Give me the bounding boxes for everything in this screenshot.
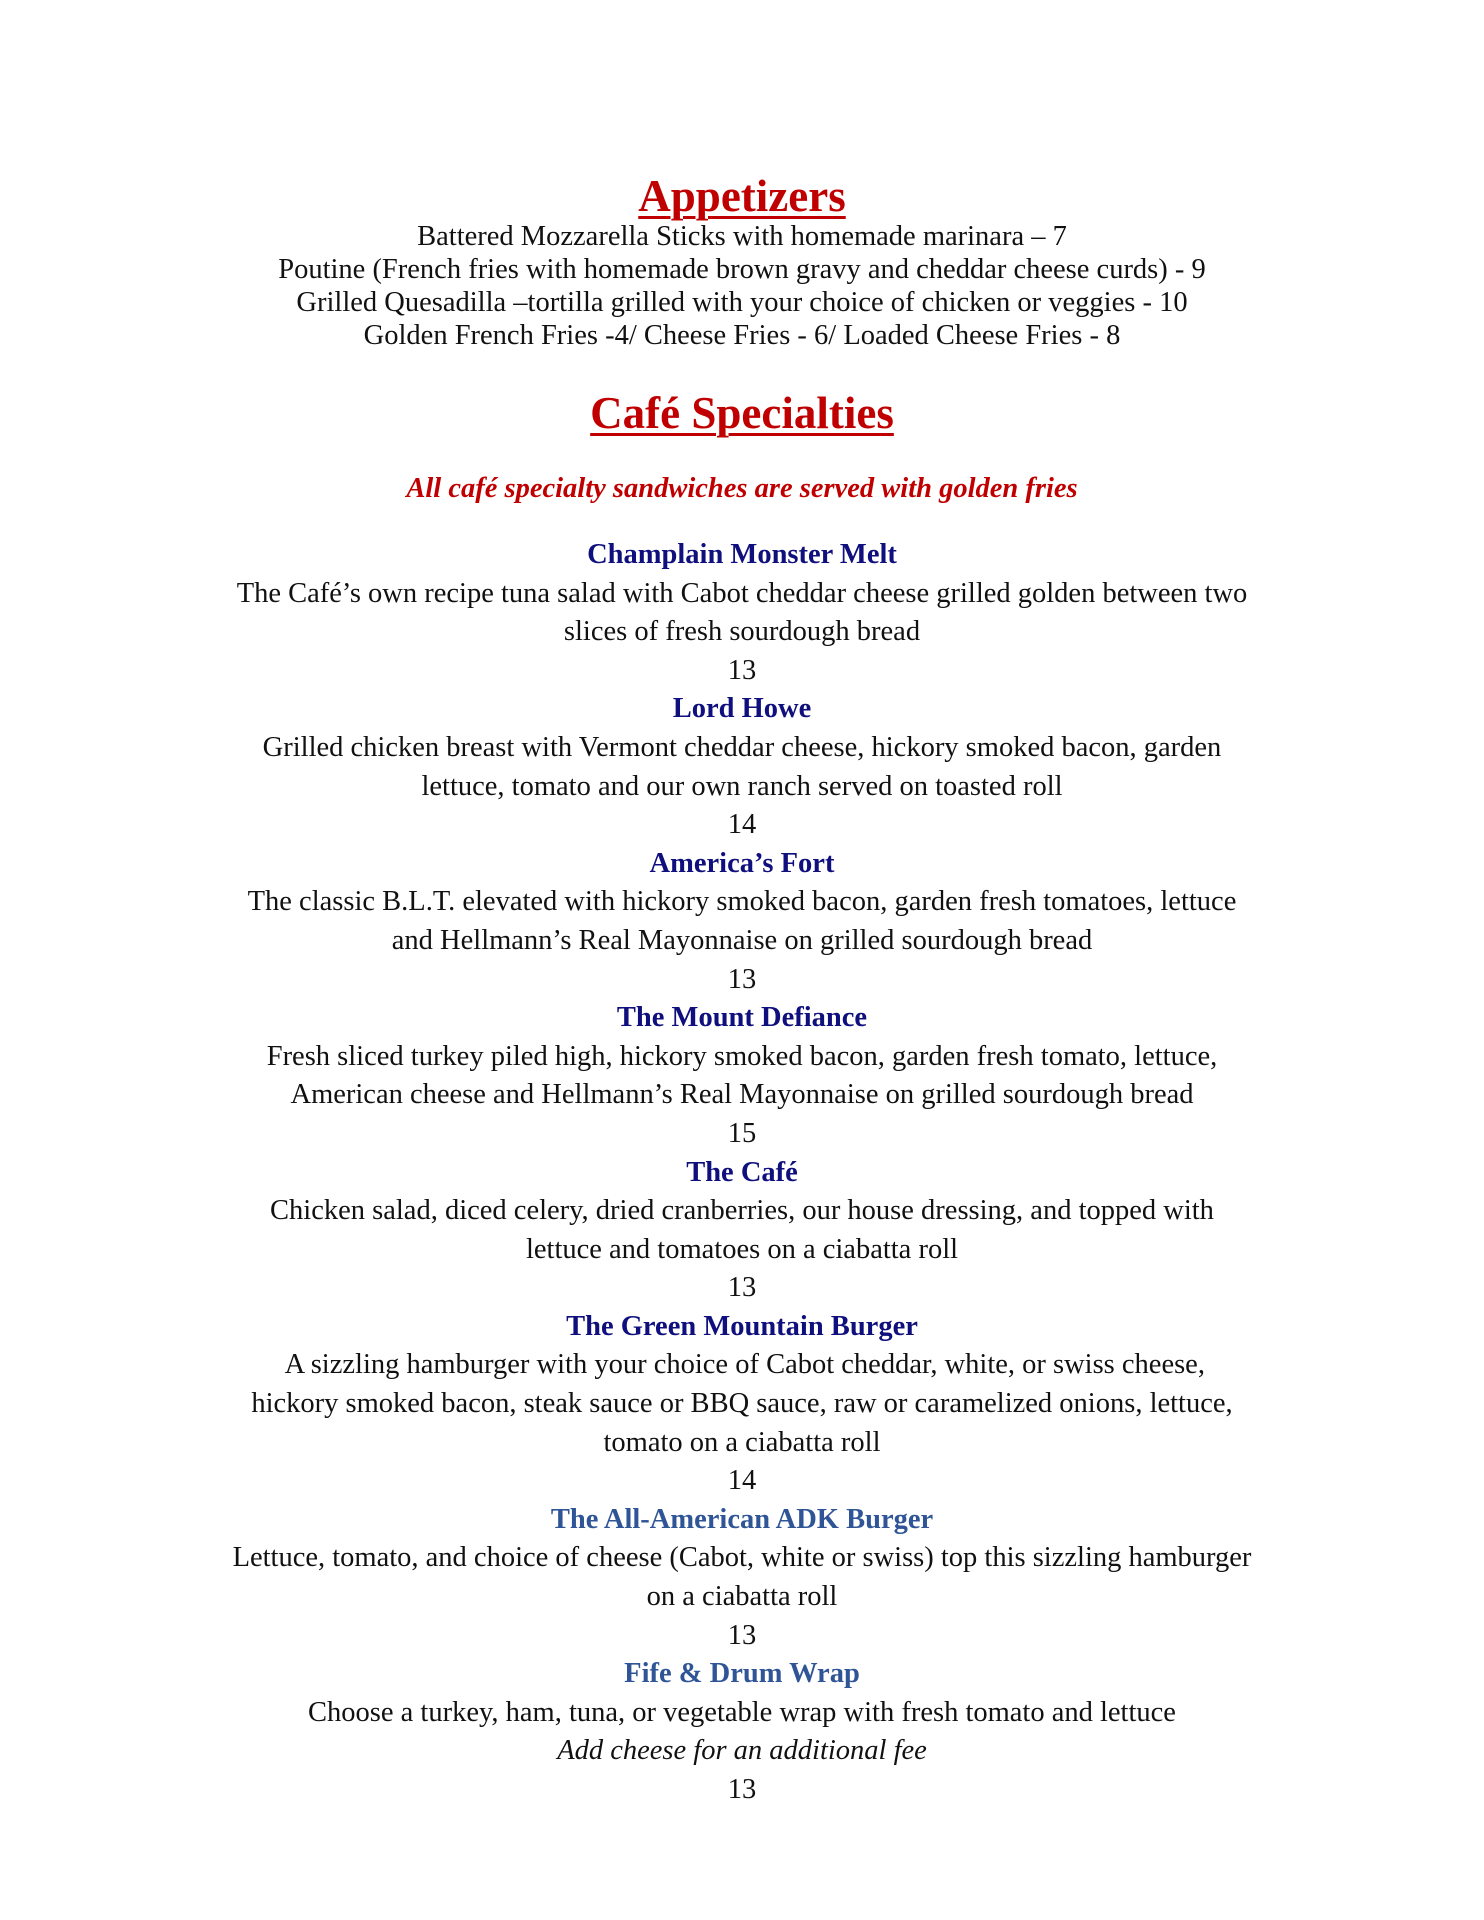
item-description: lettuce, tomato and our own ranch served on toasted roll [421,770,1063,802]
item-description: The classic B.L.T. elevated with hickory smoked bacon, garden fresh tomatoes, lettuce [247,886,1237,918]
appetizer-line: Battered Mozzarella Sticks with homemade marinara – 7 [417,221,1067,252]
item-name: The Café [686,1156,798,1188]
item-note: Add cheese for an additional fee [557,1735,927,1767]
item-description: tomato on a ciabatta roll [603,1426,881,1458]
item-price: 13 [727,654,757,686]
menu-item [0,690,1484,844]
menu-item [0,845,1484,999]
item-description: Choose a turkey, ham, tuna, or vegetable wrap with fresh tomato and lettuce [308,1696,1176,1728]
item-price: 14 [727,809,757,841]
item-description: Lettuce, tomato, and choice of cheese (Cabot, white or swiss) top this sizzling hamburger [232,1542,1252,1574]
item-description: Chicken salad, diced celery, dried cranberries, our house dressing, and topped with [270,1195,1214,1227]
item-description: American cheese and Hellmann’s Real Mayonnaise on grilled sourdough bread [290,1079,1194,1111]
item-price: 13 [727,1272,757,1304]
appetizer-line: Golden French Fries -4/ Cheese Fries - 6/ Loaded Cheese Fries - 8 [363,320,1121,351]
menu-item [0,1154,1484,1308]
item-name: Champlain Monster Melt [587,539,897,570]
item-name: The Mount Defiance [616,1002,868,1034]
specialties-title: Café Specialties [590,388,894,438]
item-description: and Hellmann’s Real Mayonnaise on grilled sourdough bread [391,924,1093,956]
menu-item [0,999,1484,1153]
appetizers-title: Appetizers [638,171,846,221]
appetizers-list [0,220,1484,352]
item-description: Grilled chicken breast with Vermont cheddar cheese, hickory smoked bacon, garden [262,731,1222,763]
item-name: Lord Howe [672,693,812,725]
item-price: 15 [727,1117,757,1149]
item-price: 13 [727,1619,757,1651]
item-name: The All-American ADK Burger [550,1503,934,1535]
appetizer-line: Poutine (French fries with homemade brown gravy and cheddar cheese curds) - 9 [278,254,1206,285]
item-name: America’s Fort [649,847,835,879]
item-price: 13 [727,1774,757,1805]
menu-item [0,1501,1484,1655]
menu-item [0,1655,1484,1809]
item-description: The Café’s own recipe tuna salad with Cabot cheddar cheese grilled golden between two [236,577,1248,609]
menu-item [0,536,1484,690]
specialties-list [0,536,1484,1810]
item-name: Fife & Drum Wrap [624,1658,860,1690]
appetizer-line: Grilled Quesadilla –tortilla grilled with your choice of chicken or veggies - 10 [296,287,1188,318]
specialties-note: All café specialty sandwiches are served with golden fries [406,473,1078,504]
item-name: The Green Mountain Burger [566,1310,918,1342]
item-description: hickory smoked bacon, steak sauce or BBQ sauce, raw or caramelized onions, lettuce, [251,1388,1233,1420]
item-price: 14 [727,1465,757,1497]
item-description: on a ciabatta roll [646,1581,838,1613]
item-description: Fresh sliced turkey piled high, hickory smoked bacon, garden fresh tomato, lettuce, [266,1040,1218,1072]
item-description: lettuce and tomatoes on a ciabatta roll [525,1233,959,1265]
item-price: 13 [727,963,757,995]
item-description: slices of fresh sourdough bread [563,616,921,648]
menu-item [0,1308,1484,1501]
item-description: A sizzling hamburger with your choice of Cabot cheddar, white, or swiss cheese, [279,1349,1205,1381]
